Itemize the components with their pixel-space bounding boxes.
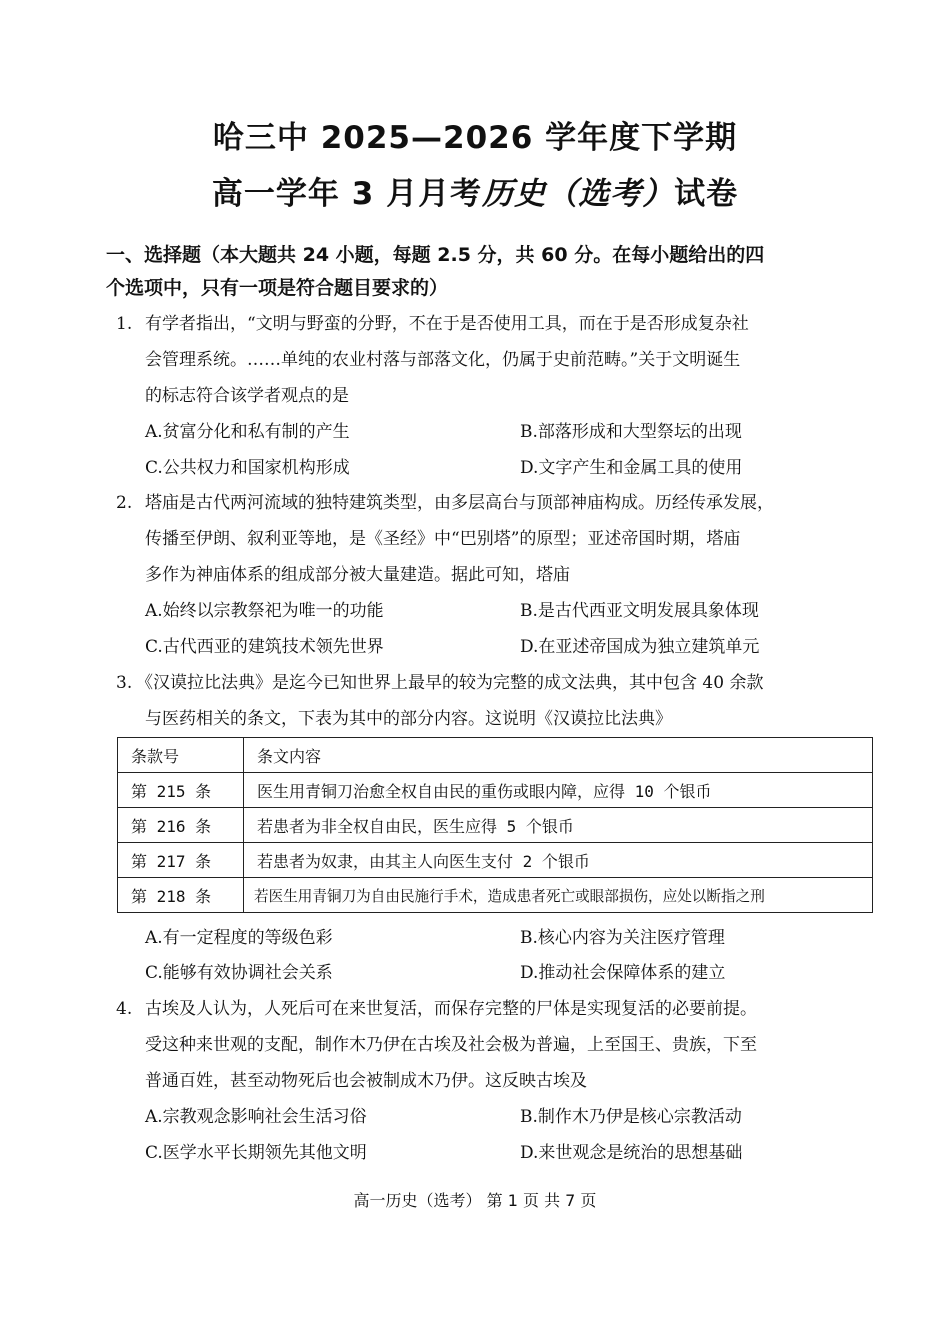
section-heading-line2: 个选项中，只有一项是符合题目要求的）: [106, 277, 449, 299]
question-number: 4.: [116, 999, 133, 1019]
question-number: 3.: [116, 673, 133, 693]
option-d[interactable]: D.推动社会保障体系的建立: [520, 963, 726, 983]
option-a[interactable]: A.始终以宗教祭祀为唯一的功能: [145, 601, 384, 621]
question-text-line: 受这种来世观的支配，制作木乃伊在古埃及社会极为普遍，上至国王、贵族，下至: [145, 1035, 757, 1055]
option-b[interactable]: B.制作木乃伊是核心宗教活动: [520, 1107, 742, 1127]
question-text-line: 与医药相关的条文，下表为其中的部分内容。这说明《汉谟拉比法典》: [145, 709, 672, 729]
question-text-line: 古埃及人认为，人死后可在来世复活，而保存完整的尸体是实现复活的必要前提。: [145, 999, 757, 1019]
question-text-line: 塔庙是古代两河流域的独特建筑类型，由多层高台与顶部神庙构成。历经传承发展，: [145, 493, 774, 513]
table-cell: 若医生用青铜刀为自由民施行手术，造成患者死亡或眼部损伤，应处以断指之刑: [244, 878, 873, 913]
page-footer: 高一历史（选考） 第 1 页 共 7 页: [353, 1191, 597, 1210]
option-c[interactable]: C.医学水平长期领先其他文明: [145, 1143, 367, 1163]
question-number: 2.: [116, 493, 133, 513]
subtitle-pre: 高一学年 3 月月考: [211, 176, 483, 212]
option-b[interactable]: B.是古代西亚文明发展具象体现: [520, 601, 759, 621]
option-d[interactable]: D.在亚述帝国成为独立建筑单元: [520, 637, 760, 657]
exam-subtitle: [0, 168, 950, 213]
table-row: [118, 808, 873, 843]
option-c[interactable]: C.古代西亚的建筑技术领先世界: [145, 637, 384, 657]
table-header-cell: 条文内容: [244, 738, 873, 773]
question-text-line: 会管理系统。……单纯的农业村落与部落文化，仍属于史前范畴。”关于文明诞生: [145, 350, 741, 370]
option-a[interactable]: A.宗教观念影响社会生活习俗: [145, 1107, 367, 1127]
question-text-line: 有学者指出，“文明与野蛮的分野，不在于是否使用工具，而在于是否形成复杂社: [145, 314, 749, 334]
option-a[interactable]: A.贫富分化和私有制的产生: [145, 422, 350, 442]
option-c[interactable]: C.能够有效协调社会关系: [145, 963, 333, 983]
question-text-line: 普通百姓，甚至动物死后也会被制成木乃伊。这反映古埃及: [145, 1071, 587, 1091]
table-cell: 若患者为非全权自由民，医生应得 5 个银币: [244, 808, 873, 843]
table-cell: 第 217 条: [118, 843, 244, 878]
option-b[interactable]: B.核心内容为关注医疗管理: [520, 928, 725, 948]
option-d[interactable]: D.文字产生和金属工具的使用: [520, 458, 743, 478]
table-cell: 若患者为奴隶，由其主人向医生支付 2 个银币: [244, 843, 873, 878]
section-heading-line1: 一、选择题（本大题共 24 小题，每题 2.5 分，共 60 分。在每小题给出的四: [106, 244, 765, 266]
table-header-row: [118, 738, 873, 773]
table-header-cell: 条款号: [118, 738, 244, 773]
question-number: 1.: [116, 314, 133, 334]
table-cell: 第 215 条: [118, 773, 244, 808]
question-text-line: 传播至伊朗、叙利亚等地，是《圣经》中“巴别塔”的原型；亚述帝国时期，塔庙: [145, 529, 741, 549]
option-d[interactable]: D.来世观念是统治的思想基础: [520, 1143, 743, 1163]
table-row: [118, 878, 873, 913]
table-row: [118, 843, 873, 878]
table-row: [118, 773, 873, 808]
table-cell: 医生用青铜刀治愈全权自由民的重伤或眼内障，应得 10 个银币: [244, 773, 873, 808]
subtitle-subject: 历史（选考）: [482, 176, 675, 212]
question-text-line: 的标志符合该学者观点的是: [145, 386, 349, 406]
table-cell: 第 218 条: [118, 878, 244, 913]
question-text-line: 多作为神庙体系的组成部分被大量建造。据此可知，塔庙: [145, 565, 570, 585]
option-b[interactable]: B.部落形成和大型祭坛的出现: [520, 422, 742, 442]
question-text-line: 《汉谟拉比法典》是迄今已知世界上最早的较为完整的成文法典，其中包含 40 余款: [136, 673, 764, 693]
exam-title: 哈三中 2025—2026 学年度下学期: [212, 120, 738, 156]
option-c[interactable]: C.公共权力和国家机构形成: [145, 458, 350, 478]
subtitle-post: 试卷: [674, 176, 739, 212]
option-a[interactable]: A.有一定程度的等级色彩: [145, 928, 333, 948]
law-table: [117, 737, 873, 913]
table-cell: 第 216 条: [118, 808, 244, 843]
